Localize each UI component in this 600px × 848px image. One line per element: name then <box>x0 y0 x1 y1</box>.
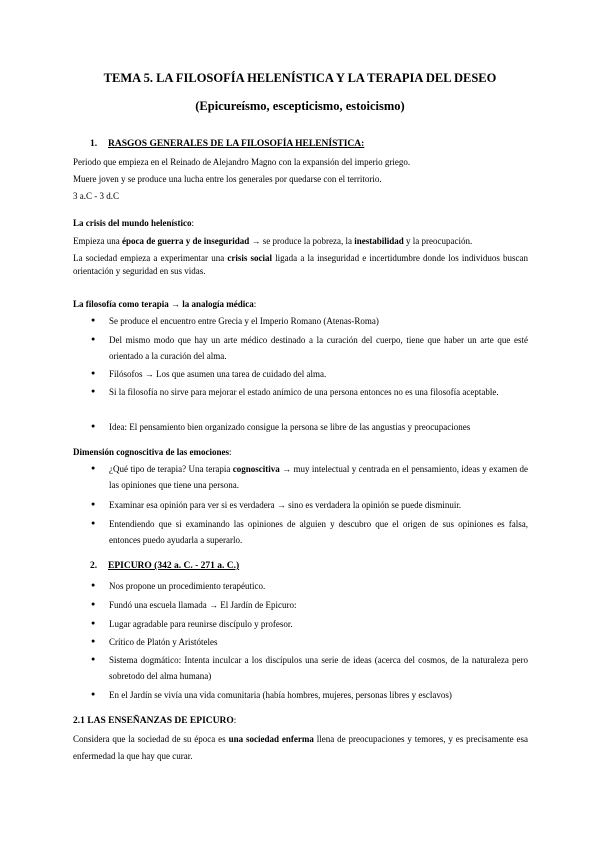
section-1-number: 1. <box>90 139 98 149</box>
s21-text-b: llena de preocupaciones y temores, y es precisamente esa enfermedad la que hay que curar. <box>73 734 528 761</box>
epicuro-item-4: Crítico de Platón y Aristóteles <box>109 637 218 647</box>
bullet-icon: ● <box>91 690 96 698</box>
terapia-heading: La filosofía como terapia → la analogía médica <box>73 299 254 309</box>
crisis-p2-text-b: ligada a la inseguridad e incertidumbre donde los individuos buscan orientación y seguridad en sus vidas. <box>73 253 529 276</box>
bullet-icon: ● <box>91 387 96 395</box>
section-1-paragraph-2: Muere joven y se produce una lucha entre los generales por quedarse con el territorio. <box>73 174 382 184</box>
section-2-number: 2. <box>90 561 98 571</box>
dimension-heading-line <box>73 446 528 459</box>
crisis-p2-bold: crisis social <box>227 253 273 263</box>
bullet-icon: ● <box>91 581 96 589</box>
crisis-paragraph-2 <box>73 252 528 278</box>
bullet-icon: ● <box>91 600 96 608</box>
terapia-item-4: Si la filosofía no sirve para mejorar el estado anímico de una persona entonces no es una filosofía aceptable. <box>109 387 499 397</box>
crisis-paragraph-1 <box>73 235 528 248</box>
crisis-p1-bold-a: época de guerra y de inseguridad <box>121 236 250 246</box>
dimension-item-1 <box>109 461 528 493</box>
terapia-item-5: Idea: El pensamiento bien organizado consigue la persona se libre de las angustias y preocupaciones <box>109 422 471 432</box>
document-title: TEMA 5. LA FILOSOFÍA HELENÍSTICA Y LA TERAPIA DEL DESEO <box>103 71 497 85</box>
document-subtitle: (Epicureísmo, escepticismo, estoicismo) <box>195 99 405 113</box>
crisis-heading: La crisis del mundo helenístico <box>73 218 192 228</box>
dimension-heading: Dimensión cognoscitiva de las emociones <box>73 447 229 457</box>
crisis-heading-line <box>73 217 528 230</box>
bullet-icon: ● <box>91 655 96 663</box>
s21-text-a: Considera que la sociedad de su época es <box>73 734 229 744</box>
dimension-i1-bold: cognoscitiva <box>232 464 280 474</box>
terapia-heading-colon: : <box>253 299 257 309</box>
crisis-p1-text-b: → se produce la pobreza, la <box>249 236 355 246</box>
crisis-p1-text-a: Empieza una <box>73 236 122 246</box>
terapia-item-2: Del mismo modo que hay un arte médico destinado a la curación del cuerpo, tiene que haber un arte que esté orientado a la curación del alma. <box>109 335 528 361</box>
terapia-item-3: Filósofos → Los que asumen una tarea de cuidado del alma. <box>109 369 327 379</box>
bullet-icon: ● <box>91 422 96 430</box>
crisis-p1-text-c: y la preocupación. <box>403 236 473 246</box>
dimension-i1-text-a: ¿Qué tipo de terapia? Una terapia <box>109 464 233 474</box>
s21-bold: una sociedad enferma <box>228 734 314 744</box>
bullet-icon: ● <box>91 464 96 472</box>
bullet-icon: ● <box>91 316 96 324</box>
dimension-item-2: Examinar esa opinión para ver si es verdadera → sino es verdadera la opinión se puede disminuir. <box>109 500 462 510</box>
section-2-1-heading-line <box>73 714 528 728</box>
bullet-icon: ● <box>91 369 96 377</box>
crisis-p2-text-a: La sociedad empieza a experimentar una <box>73 253 228 263</box>
section-2-1-heading: 2.1 LAS ENSEÑANZAS DE EPICURO <box>73 716 234 726</box>
terapia-heading-line <box>73 298 528 311</box>
dimension-heading-colon: : <box>229 447 232 457</box>
bullet-icon: ● <box>91 335 96 343</box>
crisis-p1-bold-b: inestabilidad <box>354 236 404 246</box>
section-1-paragraph-3: 3 a.C - 3 d.C <box>73 191 119 201</box>
section-1-paragraph-1: Periodo que empieza en el Reinado de Alejandro Magno con la expansión del imperio griego. <box>73 157 411 167</box>
bullet-icon: ● <box>91 637 96 645</box>
dimension-i1-text-b: → muy intelectual y centrada en el pensamiento, ideas y examen de las opiniones que tiene una persona. <box>109 464 529 490</box>
bullet-icon: ● <box>91 519 96 527</box>
dimension-item-3: Entendiendo que si examinando las opiniones de alguien y descubro que el origen de sus opiniones es falsa, entonces puedo ayudarla a superarlo. <box>109 519 528 545</box>
crisis-heading-colon: : <box>191 218 195 228</box>
section-2-1-paragraph <box>73 731 528 765</box>
epicuro-item-2: Fundó una escuela llamada → El Jardín de Epicuro: <box>109 600 297 610</box>
epicuro-item-6: En el Jardín se vivía una vida comunitaria (había hombres, mujeres, personas libres y esclavos) <box>109 690 452 700</box>
terapia-item-1: Se produce el encuentro entre Grecia y el Imperio Romano (Atenas-Roma) <box>109 316 379 326</box>
epicuro-item-3: Lugar agradable para reunirse discípulo y profesor. <box>109 619 293 629</box>
section-2-heading: EPICURO (342 a. C. - 271 a. C.) <box>108 561 240 571</box>
section-2-1-heading-colon: : <box>233 715 237 725</box>
bullet-icon: ● <box>91 500 96 508</box>
epicuro-item-5: Sistema dogmático: Intenta inculcar a los discípulos una serie de ideas (acerca del cosmos, de la naturaleza pero sobretodo del alma humana) <box>109 655 528 681</box>
section-1-heading: RASGOS GENERALES DE LA FILOSOFÍA HELENÍSTICA: <box>108 139 365 149</box>
epicuro-item-1: Nos propone un procedimiento terapéutico. <box>109 581 266 591</box>
bullet-icon: ● <box>91 619 96 627</box>
